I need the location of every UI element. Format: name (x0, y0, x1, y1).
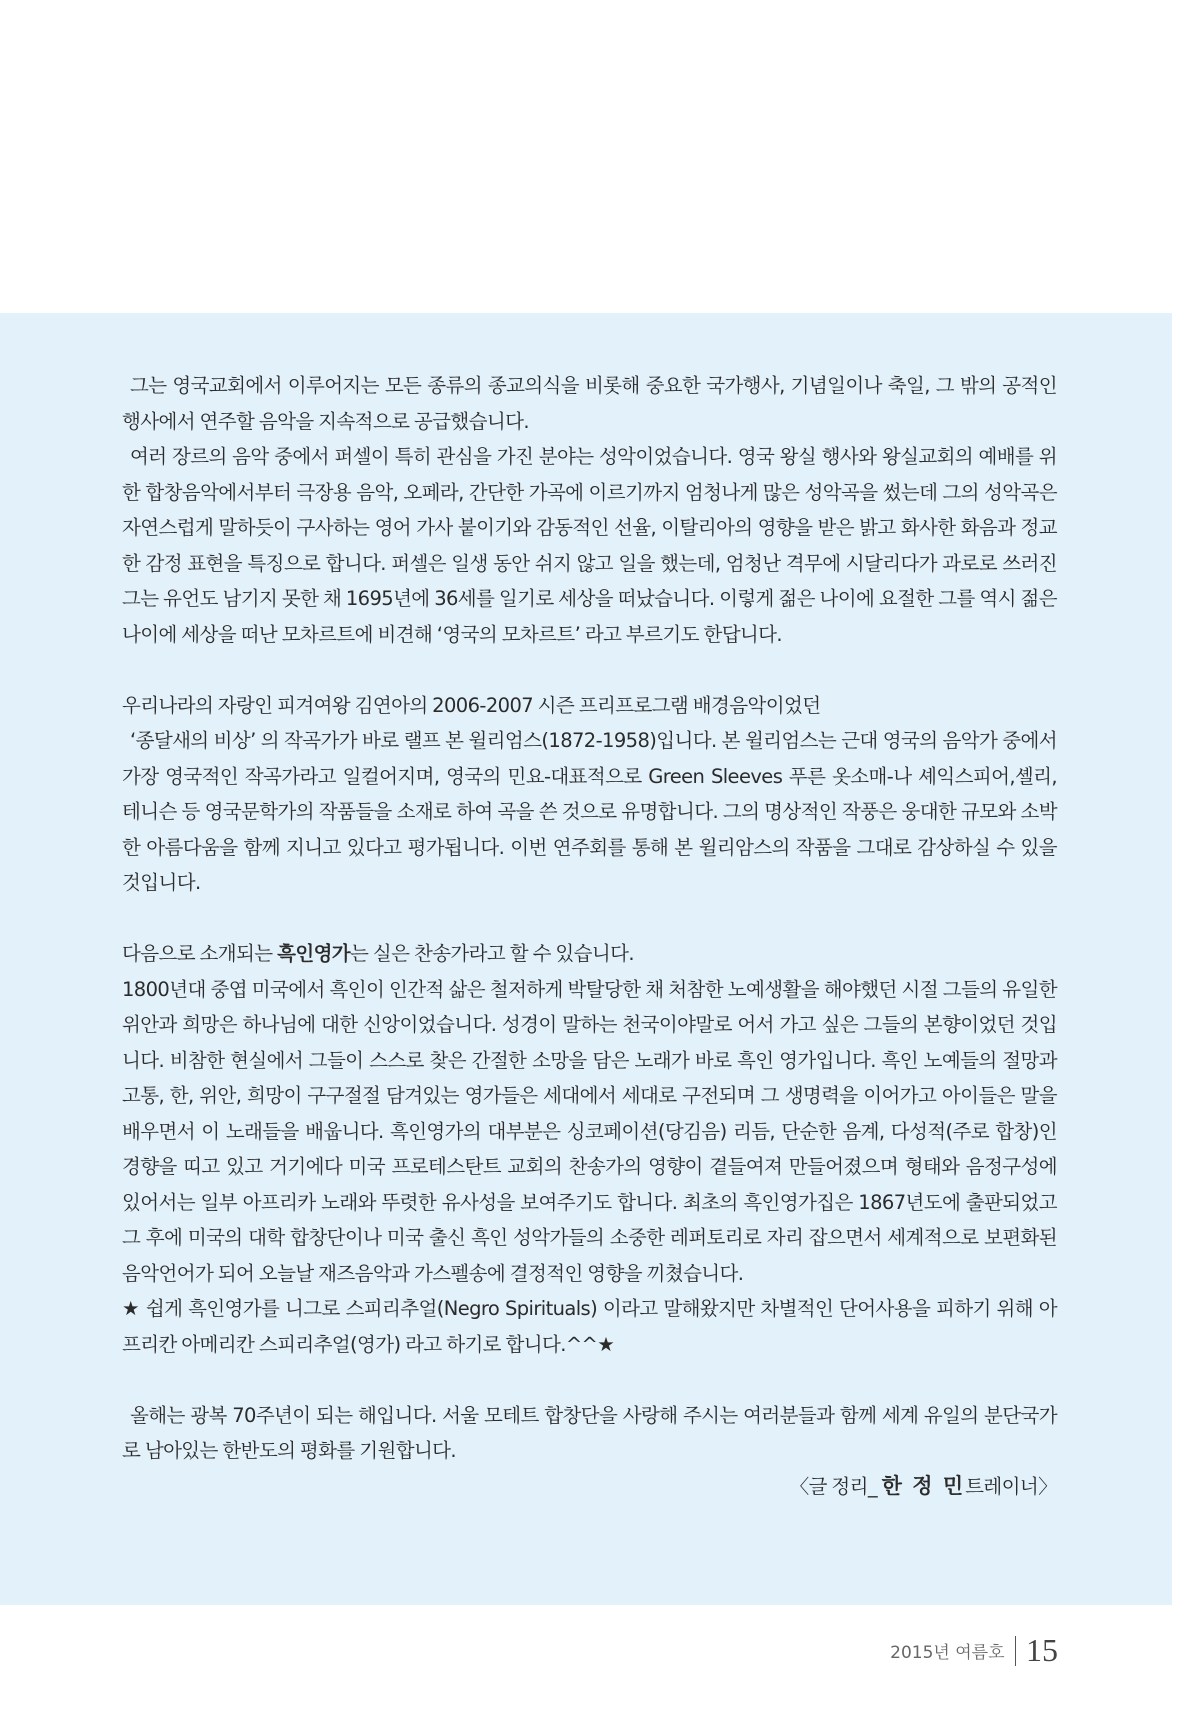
paragraph-spirituals-intro: 다음으로 소개되는 흑인영가는 실은 찬송가라고 할 수 있습니다. (122, 942, 634, 965)
page-footer (890, 1632, 1058, 1669)
paragraph-purcell-vocal: 여러 장르의 음악 중에서 퍼셀이 특히 관심을 가진 분야는 성악이었습니다. 영국 왕실 행사와 왕실교회의 예배를 위한 합창음악에서부터 극장용 음악, 오페라, 간단한 가곡에 이르기까지 엄청나게 많은 성악곡을 썼는데 그의 성악곡은 자연스럽게 말하듯이 구사하는 영어 가사 붙이기와 감동적인 선율, 이탈리아의 영향을 받은 밝고 화사한 화음과 정교한 감정 표현을 특징으로 합니다. 퍼셀은 일생 동안 쉬지 않고 일을 했는데, 엄청난 격무에 시달리다가 과로로 쓰러진 그는 유언도 남기지 못한 채 1695년에 36세를 일기로 세상을 떠났습니다. 이렇게 젊은 나이에 요절한 그를 역시 젊은 나이에 세상을 떠난 모차르트에 비견해 ‘영국의 모차르트’ 라고 부르기도 한답니다. (122, 445, 1057, 646)
paragraph-williams-intro: 우리나라의 자랑인 피겨여왕 김연아의 2006-2007 시즌 프리프로그램 배경음악이었던 (122, 693, 821, 717)
spirituals-highlight: 흑인영가 (277, 942, 351, 965)
author-credit: 〈글 정리_ 한 정 민트레이너〉 (789, 1473, 1057, 1498)
issue-label: 2015년 여름호 (890, 1643, 1005, 1663)
footer-divider (1015, 1636, 1017, 1666)
paragraph-closing: 올해는 광복 70주년이 되는 해입니다. 서울 모테트 합창단을 사랑해 주시는 여러분들과 함께 세계 유일의 분단국가로 남아있는 한반도의 평화를 기원합니다. (122, 1403, 1057, 1462)
paragraph-spirituals-history: 1800년대 중엽 미국에서 흑인이 인간적 삶은 철저하게 박탈당한 채 처참한 노예생활을 해야했던 시절 그들의 유일한 위안과 희망은 하나님에 대한 신앙이었습니다. 성경이 말하는 천국이야말로 어서 가고 싶은 그들의 본향이었던 것입니다. 비참한 현실에서 그들이 스스로 찾은 간절한 소망을 담은 노래가 바로 흑인 영가입니다. 흑인 노예들의 절망과 고통, 한, 위안, 희망이 구구절절 담겨있는 영가들은 세대에서 세대로 구전되며 그 생명력을 이어가고 아이들은 말을 배우면서 이 노래들을 배웁니다. 흑인영가의 대부분은 싱코페이션(당김음) 리듬, 단순한 음계, 다성적(주로 합창)인 경향을 띠고 있고 거기에다 미국 프로테스탄트 교회의 찬송가의 영향이 곁들여져 만들어졌으며 형태와 음정구성에 있어서는 일부 아프리카 노래와 뚜렷한 유사성을 보여주기도 합니다. 최초의 흑인영가집은 1867년도에 출판되었고 그 후에 미국의 대학 합창단이나 미국 출신 흑인 성악가들의 소중한 레퍼토리로 자리 잡으면서 세계적으로 보편화된 음악언어가 되어 오늘날 재즈음악과 가스펠송에 결정적인 영향을 끼쳤습니다. (122, 977, 1057, 1285)
page-number: 15 (1026, 1632, 1058, 1668)
paragraph-purcell-duties: 그는 영국교회에서 이루어지는 모든 종류의 종교의식을 비롯해 중요한 국가행사, 기념일이나 축일, 그 밖의 공적인 행사에서 연주할 음악을 지속적으로 공급했습니다. (122, 374, 1057, 433)
paragraph-spirituals-note: ★ 쉽게 흑인영가를 니그로 스피리추얼(Negro Spirituals) 이라고 말해왔지만 차별적인 단어사용을 피하기 위해 아프리칸 아메리칸 스피리추얼(영가) 라고 하기로 합니다.^^★ (122, 1297, 1057, 1356)
paragraph-williams-body: ‘종달새의 비상’ 의 작곡가가 바로 랠프 본 윌리엄스(1872-1958)입니다. 본 윌리엄스는 근대 영국의 음악가 중에서 가장 영국적인 작곡가라고 일컬어지며, 영국의 민요-대표적으로 Green Sleeves 푸른 옷소매-나 셰익스피어,셸리, 테니슨 등 영국문학가의 작품들을 소재로 하여 곡을 쓴 것으로 유명합니다. 그의 명상적인 작풍은 웅대한 규모와 소박한 아름다움을 함께 지니고 있다고 평가됩니다. 이번 연주회를 통해 본 윌리암스의 작품을 그대로 감상하실 수 있을 것입니다. (122, 729, 1057, 894)
author-name: 한 정 민 (881, 1473, 966, 1498)
article-body (122, 368, 1057, 1504)
